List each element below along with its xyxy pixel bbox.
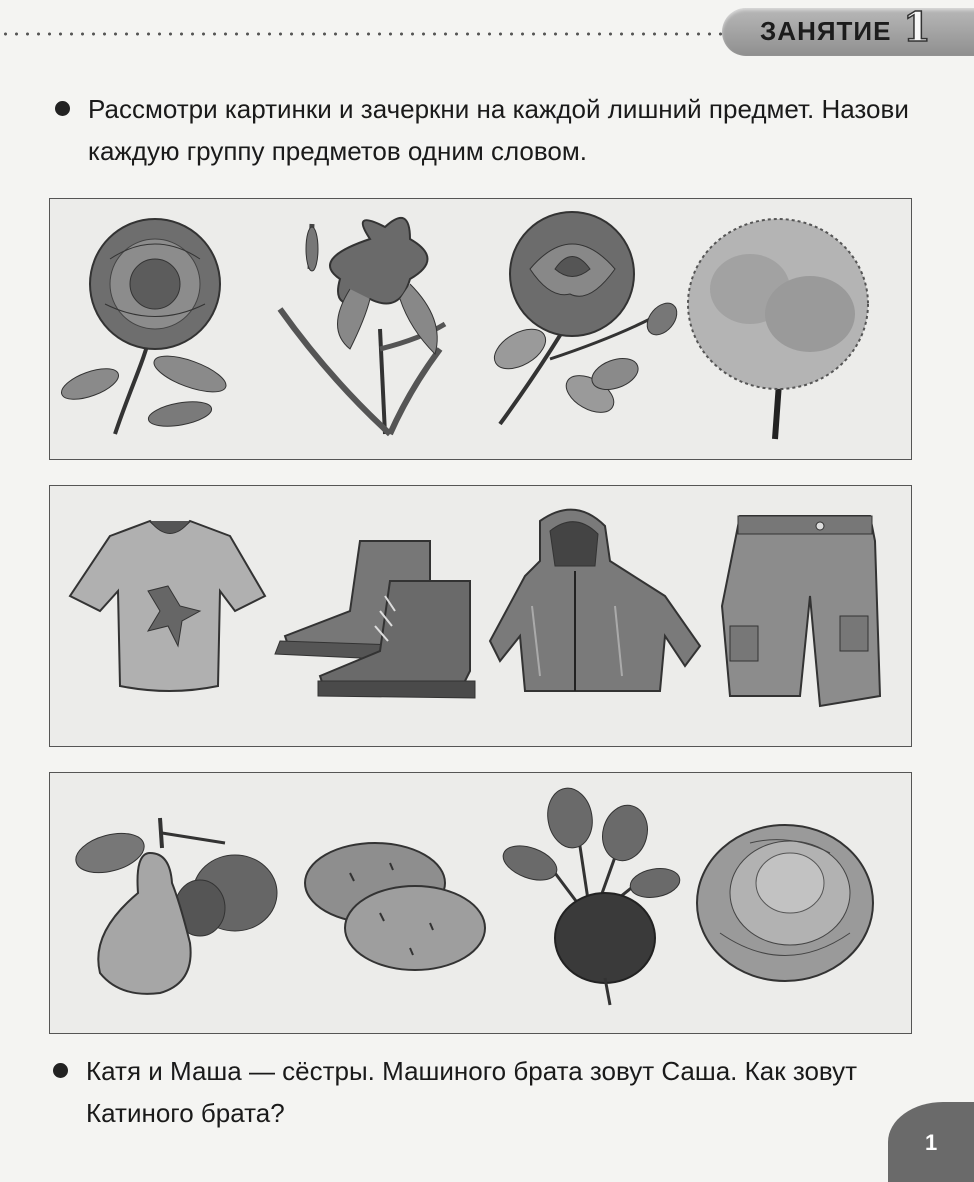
jacket-icon[interactable]: [490, 510, 700, 691]
beet-icon[interactable]: [499, 785, 682, 1005]
pear-icon[interactable]: [72, 818, 277, 994]
lesson-number: 1: [903, 4, 931, 51]
lesson-label: ЗАНЯТИЕ: [760, 16, 892, 46]
picture-row-1: [49, 198, 912, 460]
peony-icon[interactable]: [58, 219, 230, 434]
picture-row-2: [49, 485, 912, 747]
task-1: [88, 88, 918, 172]
tree-icon[interactable]: [688, 219, 868, 439]
pants-icon[interactable]: [722, 516, 880, 706]
bullet-icon: [55, 101, 70, 116]
page-number: 1: [925, 1130, 938, 1155]
potatoes-icon[interactable]: [305, 843, 485, 970]
dotted-rule: [0, 32, 722, 36]
task-2-text: Катя и Маша — сёстры. Машиного брата зовут Саша. Как зовут Катиного брата?: [86, 1056, 858, 1128]
bullet-icon: [53, 1063, 68, 1078]
task-1-text: Рассмотри картинки и зачеркни на каждой лишний предмет. Назови каждую группу предметов одним словом.: [88, 94, 909, 166]
cabbage-icon[interactable]: [697, 825, 873, 981]
picture-row-3: [49, 772, 912, 1034]
task-2: [86, 1050, 916, 1134]
boots-icon[interactable]: [275, 541, 475, 698]
rose-icon[interactable]: [488, 212, 683, 424]
tshirt-icon[interactable]: [70, 521, 265, 691]
iris-icon[interactable]: [280, 218, 445, 434]
